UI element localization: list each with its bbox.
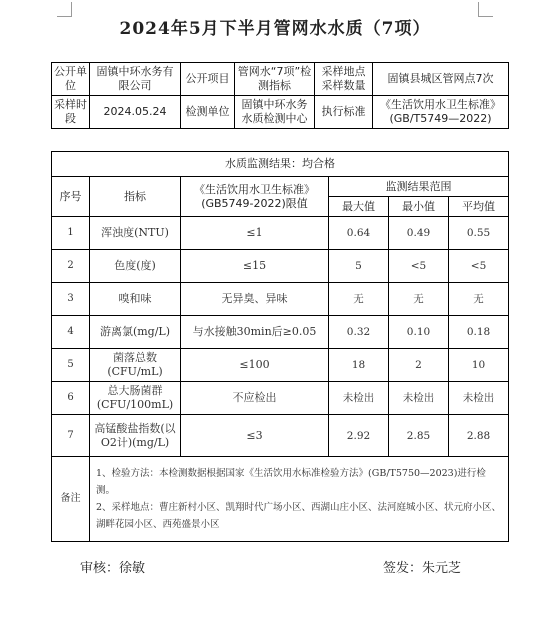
table-row (52, 283, 509, 316)
row-limit: ≤3 (181, 415, 329, 457)
publisher-value: 固镇中环水务有限公司 (90, 63, 181, 96)
row-avg: 0.18 (449, 316, 509, 349)
results-table (51, 151, 509, 542)
header-row-2 (52, 96, 509, 129)
row-limit: 与水接触30min后≥0.05 (181, 316, 329, 349)
notes-line-1: 1、检验方法：本检测数据根据国家《生活饮用水标准检验方法》(GB/T5750—2023)进行检测。 (96, 468, 486, 496)
row-seq: 6 (52, 382, 90, 415)
row-min: 0.49 (389, 217, 449, 250)
row-max: 0.32 (329, 316, 389, 349)
row-seq: 4 (52, 316, 90, 349)
row-min: 无 (389, 283, 449, 316)
row-avg: 0.55 (449, 217, 509, 250)
row-avg: 未检出 (449, 382, 509, 415)
item-value: 管网水“7项”检测指标 (235, 63, 315, 96)
row-limit: ≤100 (181, 349, 329, 382)
table-row (52, 316, 509, 349)
row-min: <5 (389, 250, 449, 283)
time-label: 采样时段 (52, 96, 90, 129)
row-max: 未检出 (329, 382, 389, 415)
page-title: 2024年5月下半月管网水水质（7项） (119, 19, 431, 39)
header-row-1 (52, 63, 509, 96)
col-range: 监测结果范围 (329, 177, 509, 197)
col-indicator: 指标 (90, 177, 181, 217)
row-indicator: 色度(度) (90, 250, 181, 283)
row-indicator: 总大肠菌群(CFU/100mL) (90, 382, 181, 415)
row-max: 2.92 (329, 415, 389, 457)
row-min: 0.10 (389, 316, 449, 349)
row-max: 5 (329, 250, 389, 283)
row-indicator: 游离氯(mg/L) (90, 316, 181, 349)
row-avg: 2.88 (449, 415, 509, 457)
row-limit: ≤1 (181, 217, 329, 250)
row-max: 18 (329, 349, 389, 382)
row-seq: 5 (52, 349, 90, 382)
col-max: 最大值 (329, 197, 389, 217)
notes-label: 备注 (52, 457, 90, 542)
table-row (52, 349, 509, 382)
row-limit: 不应检出 (181, 382, 329, 415)
reviewer-signature: 审核：徐敏 (80, 561, 146, 576)
col-seq: 序号 (52, 177, 90, 217)
row-indicator: 浑浊度(NTU) (90, 217, 181, 250)
result-summary: 水质监测结果：均合格 (52, 152, 509, 177)
table-row (52, 382, 509, 415)
column-header-row-1 (52, 177, 509, 197)
row-avg: 无 (449, 283, 509, 316)
sampling-value: 固镇县城区管网点7次 (373, 63, 509, 96)
test-unit-value: 固镇中环水务水质检测中心 (235, 96, 315, 129)
row-min: 未检出 (389, 382, 449, 415)
row-indicator: 嗅和味 (90, 283, 181, 316)
item-label: 公开项目 (181, 63, 235, 96)
table-row (52, 250, 509, 283)
row-seq: 3 (52, 283, 90, 316)
row-seq: 1 (52, 217, 90, 250)
sampling-label: 采样地点采样数量 (315, 63, 373, 96)
standard-label: 执行标准 (315, 96, 373, 129)
col-avg: 平均值 (449, 197, 509, 217)
row-seq: 7 (52, 415, 90, 457)
notes-line-2: 2、采样地点：曹庄新村小区、凯翔时代广场小区、西湖山庄小区、法河庭城小区、状元府小区、湖畔花园小区、西苑盛景小区 (96, 502, 502, 530)
row-seq: 2 (52, 250, 90, 283)
row-min: 2.85 (389, 415, 449, 457)
water-quality-table (51, 62, 509, 129)
row-avg: 10 (449, 349, 509, 382)
row-max: 0.64 (329, 217, 389, 250)
issuer-signature: 签发：朱元芝 (383, 561, 462, 576)
row-indicator: 高锰酸盐指数(以O2计)(mg/L) (90, 415, 181, 457)
col-limit: 《生活饮用水卫生标准》(GB5749-2022)限值 (181, 177, 329, 217)
row-min: 2 (389, 349, 449, 382)
row-avg: <5 (449, 250, 509, 283)
time-value: 2024.05.24 (90, 96, 181, 129)
publisher-label: 公开单位 (52, 63, 90, 96)
row-limit: 无异臭、异味 (181, 283, 329, 316)
notes-row (52, 457, 509, 542)
table-row (52, 415, 509, 457)
test-unit-label: 检测单位 (181, 96, 235, 129)
result-summary-row (52, 152, 509, 177)
table-row (52, 217, 509, 250)
row-limit: ≤15 (181, 250, 329, 283)
col-min: 最小值 (389, 197, 449, 217)
standard-value: 《生活饮用水卫生标准》(GB/T5749—2022) (373, 96, 509, 129)
row-indicator: 菌落总数(CFU/mL) (90, 349, 181, 382)
notes-content (90, 457, 509, 542)
row-max: 无 (329, 283, 389, 316)
